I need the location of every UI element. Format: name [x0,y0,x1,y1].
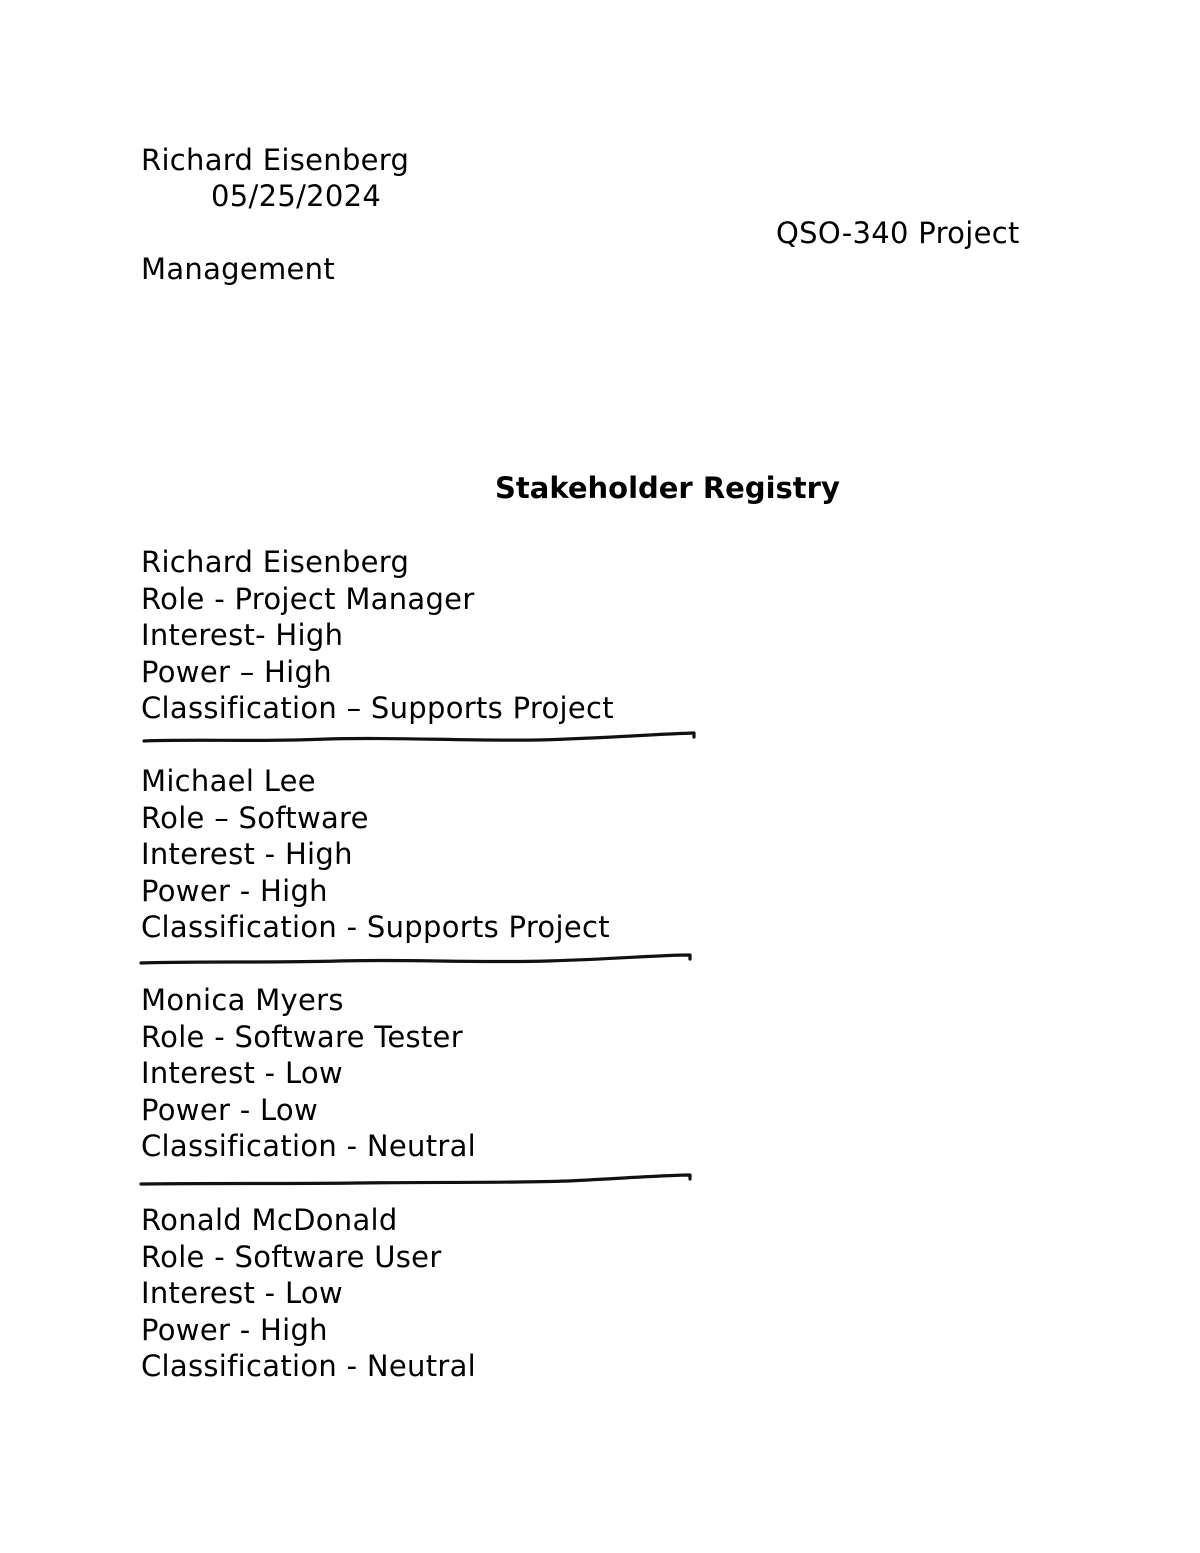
stakeholder-classification: Classification - Supports Project [141,910,610,945]
course-title-continued: Management [141,252,336,286]
stakeholder-name: Richard Eisenberg [141,545,410,579]
stakeholder-interest: Interest - Low [141,1056,343,1091]
handwritten-divider [138,946,700,966]
stakeholder-entry [141,763,610,946]
document-date: 05/25/2024 [211,179,382,213]
handwritten-divider [138,726,700,746]
stakeholder-name: Monica Myers [141,983,344,1017]
stakeholder-entry [141,544,614,727]
stakeholder-role: Role - Software Tester [141,1019,463,1054]
handwritten-divider [138,1166,700,1186]
course-title: QSO-340 Project [776,216,1020,250]
stakeholder-classification: Classification - Neutral [141,1129,477,1164]
stakeholder-name: Michael Lee [141,764,316,798]
stakeholder-interest: Interest - Low [141,1276,343,1311]
author-name: Richard Eisenberg [141,143,410,177]
stakeholder-power: Power – High [141,654,332,689]
stakeholder-entry [141,1202,476,1385]
stakeholder-power: Power - High [141,873,328,908]
stakeholder-name: Ronald McDonald [141,1203,398,1237]
stakeholder-classification: Classification – Supports Project [141,691,614,726]
stakeholder-interest: Interest- High [141,618,344,653]
stakeholder-role: Role - Software User [141,1239,442,1274]
stakeholder-classification: Classification - Neutral [141,1349,477,1384]
stakeholder-role: Role - Project Manager [141,581,475,616]
page-title: Stakeholder Registry [495,471,840,505]
stakeholder-power: Power - Low [141,1092,318,1127]
stakeholder-role: Role – Software [141,800,369,835]
stakeholder-entry [141,982,476,1165]
stakeholder-power: Power - High [141,1312,328,1347]
stakeholder-interest: Interest - High [141,837,353,872]
